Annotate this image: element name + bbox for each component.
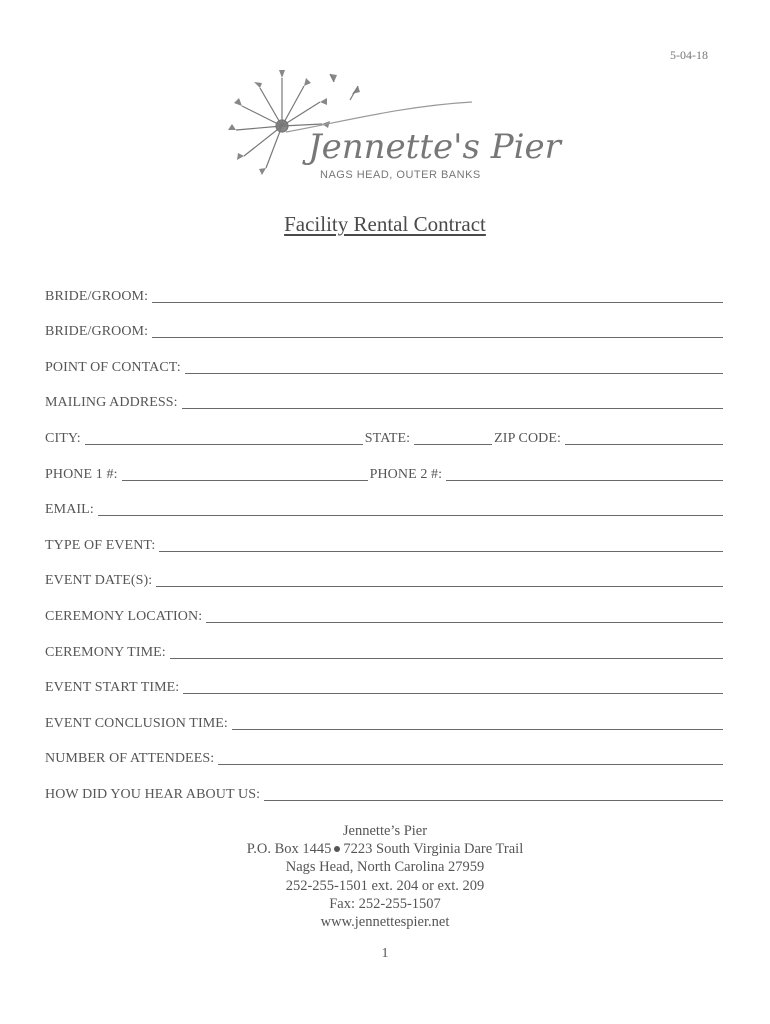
field-label: CEREMONY TIME: <box>45 644 166 660</box>
footer-name: Jennette’s Pier <box>342 823 428 839</box>
field-label: BRIDE/GROOM: <box>45 288 149 304</box>
field-label: PHONE 1 #: <box>45 466 118 482</box>
phone-2-field[interactable] <box>446 480 723 481</box>
event-conclusion-time-field[interactable] <box>232 729 723 730</box>
form-row-type-of-event <box>45 519 725 555</box>
email-field[interactable] <box>98 515 723 516</box>
point-of-contact-field[interactable] <box>185 373 723 374</box>
form-row-bride-groom-2 <box>45 306 725 342</box>
form-row-email <box>45 484 725 520</box>
field-label: EVENT CONCLUSION TIME: <box>45 715 228 731</box>
field-label: EVENT START TIME: <box>45 680 180 696</box>
page-title: Facility Rental Contract <box>284 212 486 236</box>
bullet-icon <box>334 846 340 852</box>
state-field[interactable] <box>414 444 492 445</box>
form-row-mailing-address <box>45 377 725 413</box>
bride-groom-1-field[interactable] <box>152 302 723 303</box>
type-of-event-field[interactable] <box>159 551 723 552</box>
field-label: PHONE 2 #: <box>369 466 443 482</box>
field-label: POINT OF CONTACT: <box>45 359 181 375</box>
footer-fax: Fax: 252-255-1507 <box>329 895 441 912</box>
form-row-point-of-contact <box>45 341 725 377</box>
form-row-ceremony-time <box>45 626 725 662</box>
form-row-bride-groom-1 <box>45 270 725 306</box>
field-label: ZIP CODE: <box>494 430 562 446</box>
form-row-event-start-time <box>45 662 725 698</box>
form-row-event-dates <box>45 555 725 591</box>
field-label: CITY: <box>45 430 81 446</box>
field-label: EMAIL: <box>45 502 94 518</box>
footer-website-link[interactable]: www.jennettespier.net <box>320 914 450 931</box>
event-start-time-field[interactable] <box>183 693 723 694</box>
footer-po-box: P.O. Box 1445 <box>246 841 332 858</box>
footer-city: Nags Head, North Carolina 27959 <box>285 859 485 876</box>
field-label: HOW DID YOU HEAR ABOUT US: <box>45 786 261 802</box>
field-label: EVENT DATE(S): <box>45 573 153 589</box>
city-field[interactable] <box>85 444 363 445</box>
phone-1-field[interactable] <box>122 480 368 481</box>
logo-wordmark: Jennette's Pier <box>308 127 561 167</box>
footer-phone: 252-255-1501 ext. 204 or ext. 209 <box>285 877 485 894</box>
field-label: NUMBER OF ATTENDEES: <box>45 751 215 767</box>
form-row-event-conclusion-time <box>45 697 725 733</box>
zip-code-field[interactable] <box>565 444 723 445</box>
jennettes-pier-logo <box>222 66 561 190</box>
revision-date: 5-04-18 <box>670 48 708 62</box>
contract-form <box>45 270 725 804</box>
logo-tagline: NAGS HEAD, OUTER BANKS <box>320 169 481 181</box>
form-row-phones <box>45 448 725 484</box>
ceremony-time-field[interactable] <box>170 658 723 659</box>
form-row-number-of-attendees <box>45 733 725 769</box>
form-row-how-did-you-hear <box>45 768 725 804</box>
field-label: STATE: <box>364 430 411 446</box>
how-did-you-hear-field[interactable] <box>264 800 723 801</box>
footer-address <box>0 840 770 858</box>
form-row-city-state-zip <box>45 412 725 448</box>
field-label: MAILING ADDRESS: <box>45 395 178 411</box>
number-of-attendees-field[interactable] <box>218 764 723 765</box>
contact-footer <box>0 822 770 931</box>
mailing-address-field[interactable] <box>182 408 723 409</box>
footer-street: 7223 South Virginia Dare Trail <box>343 841 524 858</box>
form-row-ceremony-location <box>45 590 725 626</box>
ceremony-location-field[interactable] <box>206 622 723 623</box>
field-label: TYPE OF EVENT: <box>45 537 156 553</box>
field-label: CEREMONY LOCATION: <box>45 608 203 624</box>
field-label: BRIDE/GROOM: <box>45 324 149 340</box>
page-number: 1 <box>381 946 389 961</box>
event-dates-field[interactable] <box>156 586 723 587</box>
bride-groom-2-field[interactable] <box>152 337 723 338</box>
